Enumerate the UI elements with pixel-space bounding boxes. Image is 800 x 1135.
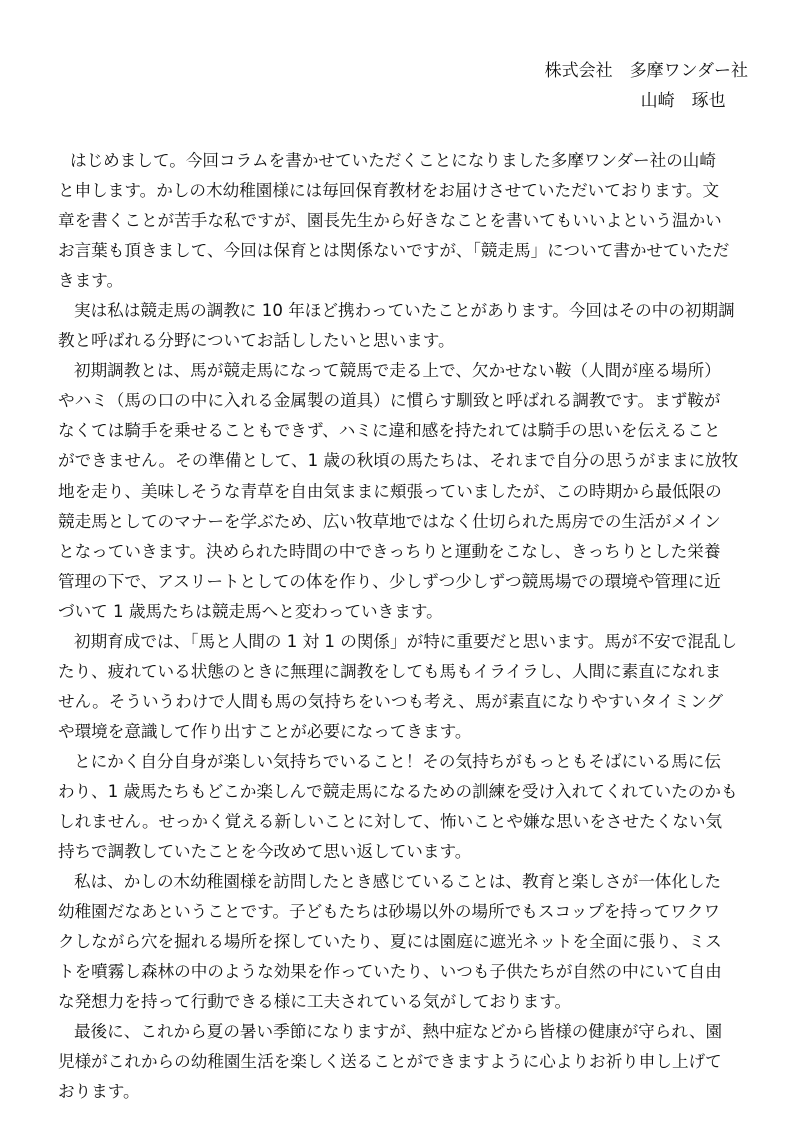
body-line: 児様がこれからの幼稚園生活を楽しく送ることができますように心よりお祈り申し上げて: [58, 1052, 722, 1072]
body-line: 章を書くことが苦手な私ですが、園長先生から好きなことを書いてもいいよという温かい: [58, 211, 722, 231]
body-line: わり、1 歳馬たちもどこか楽しんで競走馬になるための訓練を受け入れてくれていたのかも: [58, 781, 738, 801]
body-line: とにかく自分自身が楽しい気持ちでいること！その気持ちがもっともそばにいる馬に伝: [74, 751, 721, 771]
body-line: 最後に、これから夏の暑い季節になりますが、熱中症などから皆様の健康が守られ、園: [74, 1022, 723, 1042]
body-line: はじめまして。今回コラムを書かせていただくことになりました多摩ワンダー社の山崎: [70, 151, 716, 170]
body-line: 初期育成では、「馬と人間の 1 対 1 の関係」が特に重要だと思います。馬が不安で混乱し: [74, 631, 738, 651]
body-line: しれません。せっかく覚える新しいことに対して、怖いことや嫌な思いをさせたくない気: [58, 812, 723, 832]
body-line: おります。: [58, 1082, 140, 1102]
body-line: たり、疲れている状態のときに無理に調教をしても馬もイライラし、人間に素直になれま: [58, 661, 722, 681]
body-line: や環境を意識して作り出すことが必要になってきます。: [58, 721, 472, 741]
author-block: [545, 56, 748, 116]
body-line: やハミ（馬の口の中に入れる金属製の道具）に慣らす馴致と呼ばれる調教です。まず鞍が: [58, 391, 721, 411]
body-line: 管理の下で、アスリートとしての体を作り、少しずつ少しずつ競馬場での環境や管理に近: [58, 571, 721, 591]
body-line: となっていきます。決められた時間の中できっちりと運動をこなし、きっちりとした栄養: [58, 541, 721, 561]
body-line: なくては騎手を乗せることもできず、ハミに違和感を持たれては騎手の思いを伝えること: [58, 421, 721, 441]
body-line: 地を走り、美味しそうな青草を自由気ままに頬張っていましたが、この時期から最低限の: [58, 481, 722, 501]
body-line: な発想力を持って行動できる様に工夫されている気がしております。: [58, 992, 572, 1012]
body-line: 教と呼ばれる分野についてお話ししたいと思います。: [58, 331, 455, 351]
body-line: 初期調教とは、馬が競走馬になって競馬で走る上で、欠かせない鞍（人間が座る場所）: [74, 361, 721, 381]
body-line: づいて 1 歳馬たちは競走馬へと変わっていきます。: [58, 601, 443, 621]
body-line: せん。そういうわけで人間も馬の気持ちをいつも考え、馬が素直になりやすいタイミング: [58, 691, 724, 711]
body-line: 持ちで調教していたことを今改めて思い返しています。: [58, 842, 472, 862]
body-line: きます。: [58, 271, 124, 291]
company-name: 株式会社 多摩ワンダー社: [544, 61, 748, 81]
body-line: 競走馬としてのマナーを学ぶため、広い牧草地ではなく仕切られた馬房での生活がメイン: [58, 511, 721, 531]
body-line: トを噴霧し森林の中のような効果を作っていたり、いつも子供たちが自然の中にいて自由: [58, 962, 722, 982]
body-line: ができません。その準備として、1 歳の秋頃の馬たちは、それまで自分の思うがままに放牧: [58, 451, 739, 471]
body-line: と申します。かしの木幼稚園様には毎回保育教材をお届けさせていただいております。文: [58, 181, 720, 201]
body-line: 幼稚園だなあということです。子どもたちは砂場以外の場所でもスコップを持ってワクワ: [58, 902, 721, 922]
column-body: [58, 146, 748, 1108]
author-name: 山崎 琢也: [640, 91, 726, 111]
body-line: 実は私は競走馬の調教に 10 年ほど携わっていたことがあります。今回はその中の初期調: [74, 301, 735, 321]
body-line: 私は、かしの木幼稚園様を訪問したとき感じていることは、教育と楽しさが一体化した: [74, 872, 722, 892]
body-line: クしながら穴を掘れる場所を探していたり、夏には園庭に遮光ネットを全面に張り、ミス: [58, 932, 722, 952]
body-line: お言葉も頂きまして、今回は保育とは関係ないですが、「競走馬」について書かせていただ: [58, 241, 730, 261]
